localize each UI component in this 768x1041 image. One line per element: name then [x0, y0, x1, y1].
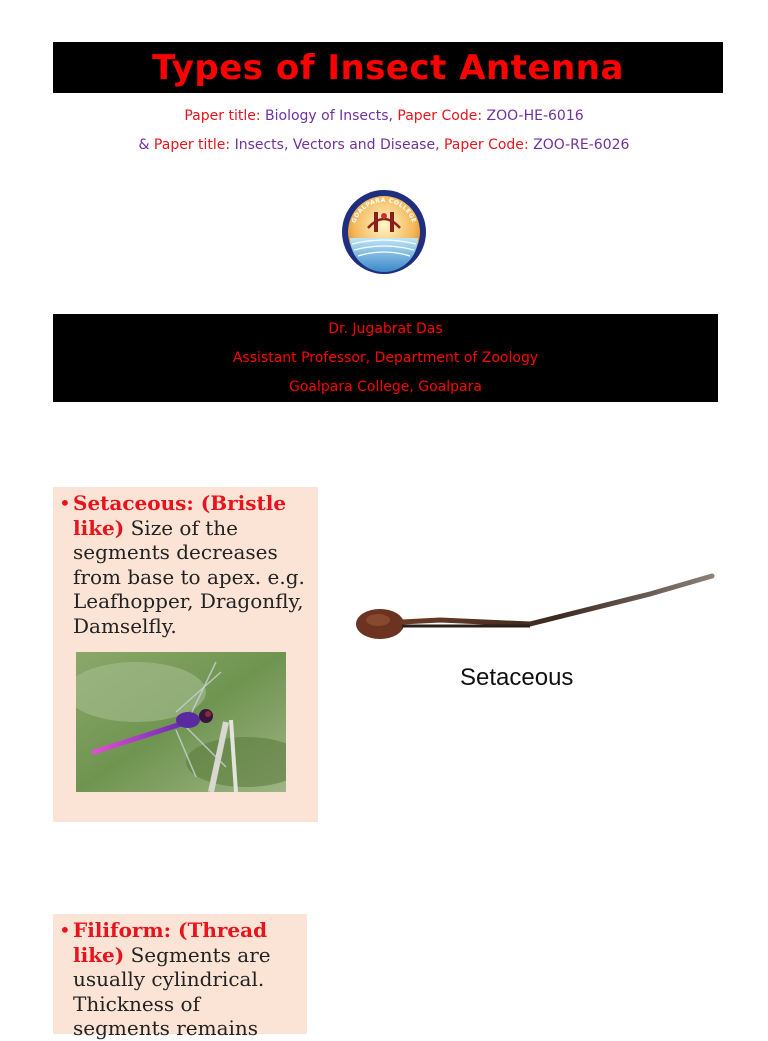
bullet-icon: •: [59, 491, 71, 515]
paper-line-2: & Paper title: Insects, Vectors and Disease, Paper Code: ZOO-RE-6026: [138, 137, 630, 153]
page-title: Types of Insect Antenna: [152, 47, 624, 88]
filiform-text: [59, 918, 301, 1041]
author-position: Assistant Professor, Department of Zoology: [232, 349, 539, 366]
setaceous-term: Setaceous: (Bristle like): [73, 491, 287, 540]
paper-code-value: ZOO-RE-6026: [533, 137, 630, 153]
setaceous-label: Setaceous: [460, 664, 574, 691]
paper-title-label: Paper title: [153, 137, 226, 153]
paper-code-value: ZOO-HE-6016: [486, 108, 584, 124]
paper-code-label: Paper Code: [443, 137, 524, 153]
college-seal-logo: [340, 188, 428, 276]
author-box: [53, 314, 718, 402]
paper-title-label: Paper title: [184, 108, 256, 124]
paper-code-label: Paper Code: [397, 108, 478, 124]
paper-line-1: Paper title: Biology of Insects, Paper Code: ZOO-HE-6016: [184, 108, 584, 124]
title-banner: [53, 42, 723, 93]
paper-title-value: Insects, Vectors and Disease,: [234, 137, 444, 153]
setaceous-description: Size of the segments decreases from base to apex. e.g. Leafhopper, Dragonfly, Damselfly.: [73, 515, 305, 638]
dragonfly-photo: [76, 652, 286, 792]
filiform-card: [53, 914, 307, 1040]
setaceous-card: [53, 487, 318, 822]
paper-title-value: Biology of Insects,: [265, 108, 398, 124]
author-institution: Goalpara College, Goalpara: [289, 378, 482, 395]
filiform-term: Filiform: (Thread like): [73, 918, 268, 967]
bullet-icon: •: [59, 918, 71, 942]
filiform-description: Segments are usually cylindrical. Thickness of segments remains: [73, 942, 271, 1040]
svg-text:GOALPARA COLLEGE: GOALPARA COLLEGE: [350, 196, 418, 225]
setaceous-text: [59, 491, 312, 638]
author-name: Dr. Jugabrat Das: [328, 320, 443, 337]
